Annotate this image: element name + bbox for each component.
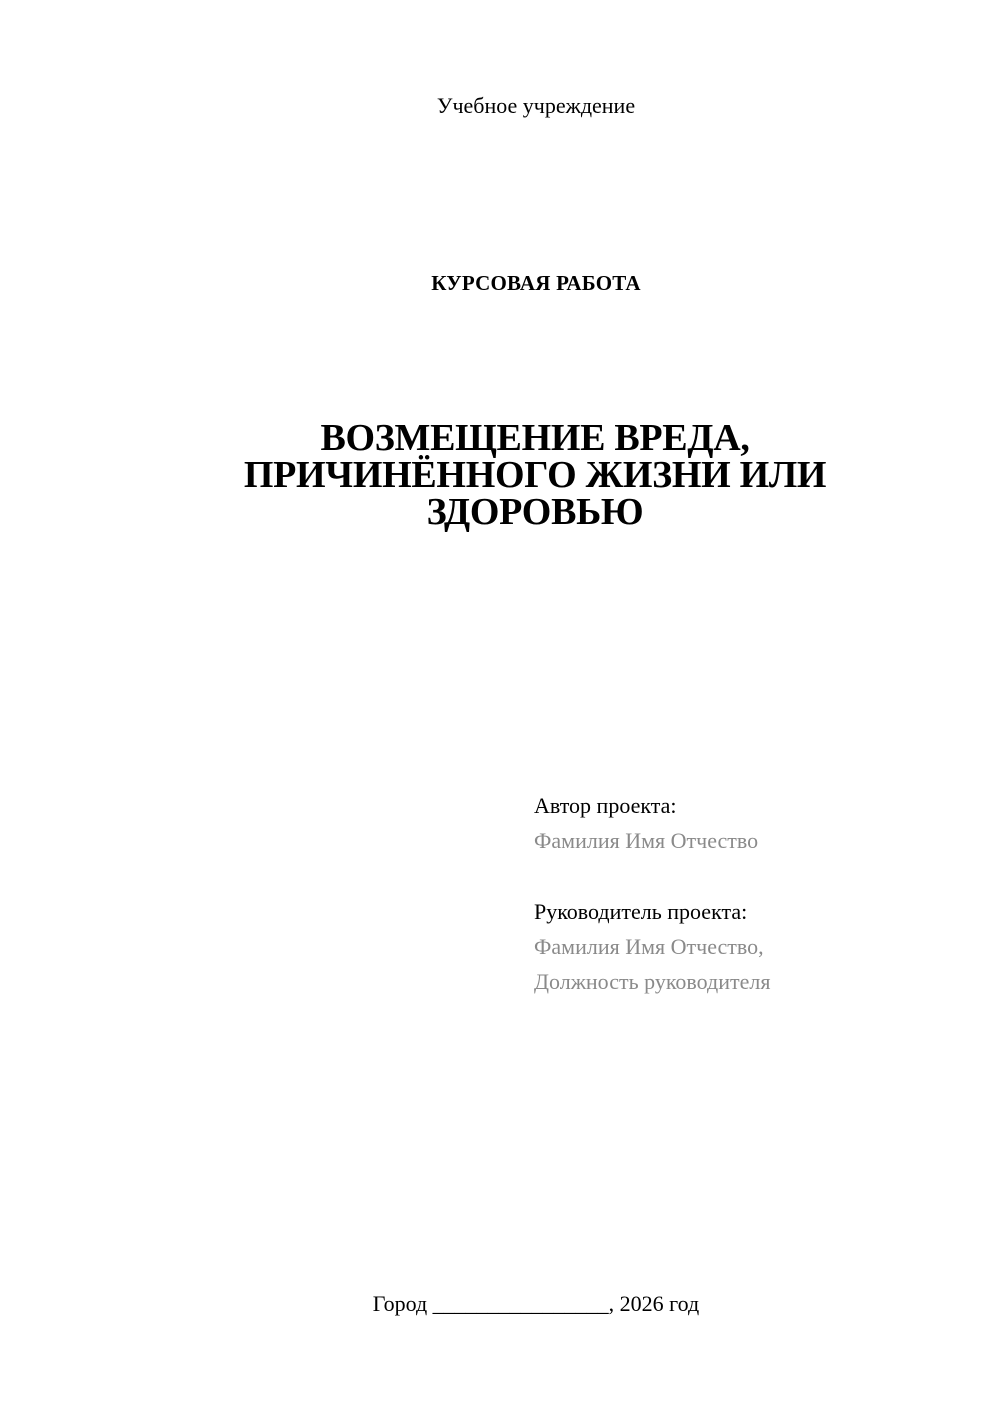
work-title-line-2: ПРИЧИНЁННОГО ЖИЗНИ ИЛИ [243, 454, 827, 496]
work-title [150, 417, 920, 533]
work-title-line-3: ЗДОРОВЬЮ [426, 491, 644, 533]
supervisor-name: Фамилия Имя Отчество, [534, 934, 764, 959]
supervisor-position: Должность руководителя [534, 969, 771, 994]
author-label: Автор проекта: [534, 793, 677, 818]
work-title-line-1: ВОЗМЕЩЕНИЕ ВРЕДА, [320, 417, 750, 459]
credits-block [534, 788, 974, 999]
work-type-heading: КУРСОВАЯ РАБОТА [431, 271, 641, 295]
credits-spacer [534, 858, 974, 894]
city-year-footer: Город ________________, 2026 год [372, 1291, 700, 1316]
supervisor-label: Руководитель проекта: [534, 899, 748, 924]
author-name: Фамилия Имя Отчество [534, 828, 759, 853]
institution-name: Учебное учреждение [436, 93, 636, 118]
